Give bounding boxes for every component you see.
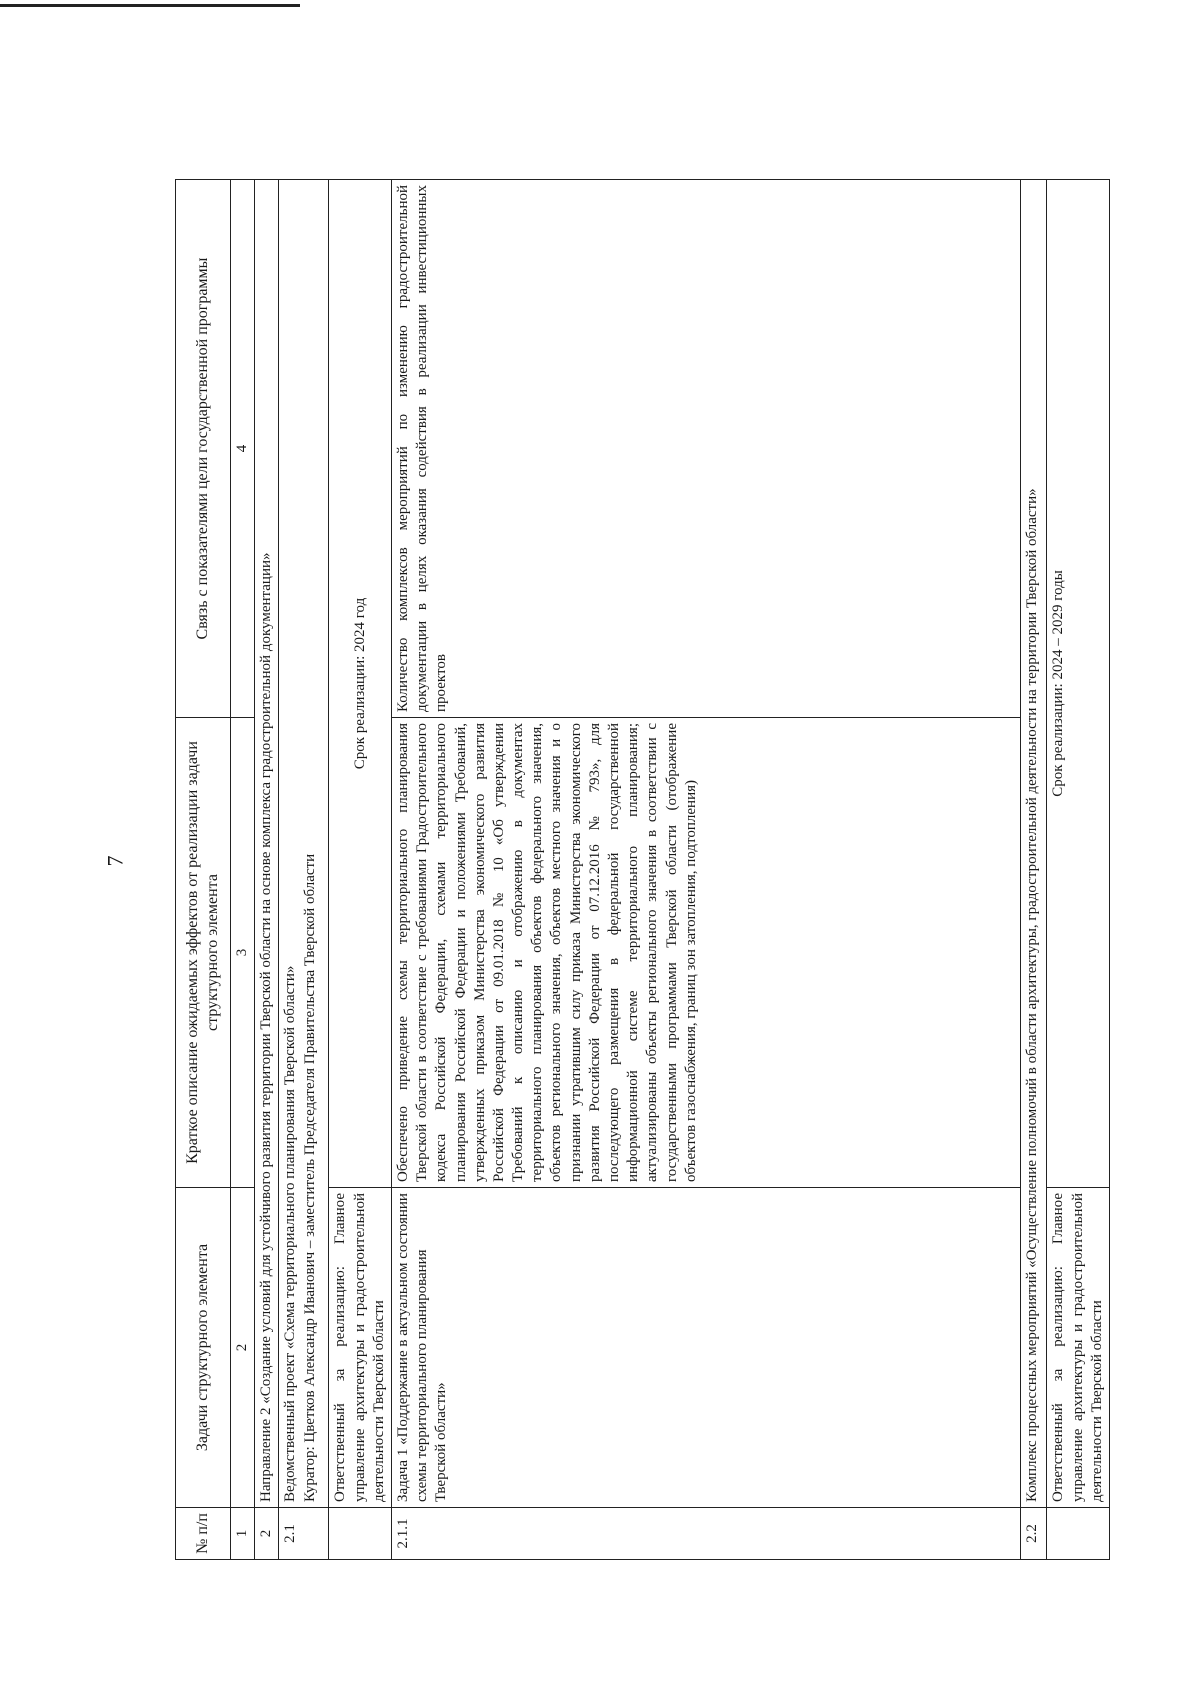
term-text-2: Срок реализации: 2024 – 2029 годы xyxy=(1047,180,1110,1188)
complex-number: 2.2 xyxy=(1021,1508,1047,1560)
project-curator: Куратор: Цветков Александр Иванович – заместитель Председателя Правительства Тверской области xyxy=(301,853,318,1502)
project-number: 2.1 xyxy=(279,1508,329,1560)
project-cell xyxy=(279,180,329,1508)
empty-cell xyxy=(1047,1508,1110,1560)
top-edge-line xyxy=(0,4,300,7)
empty-cell xyxy=(329,1508,392,1560)
program-table xyxy=(175,179,1110,1560)
index-row xyxy=(231,180,255,1560)
index-cell: 4 xyxy=(231,180,255,718)
header-number: № п/п xyxy=(176,1508,231,1560)
direction-text: Направление 2 «Создание условий для устойчивого развития территории Тверской области на основе комплекса градостроительной документации» xyxy=(255,180,279,1508)
task-row xyxy=(391,180,1021,1560)
task-indicator: Количество комплексов мероприятий по изменению градостроительной документации в целях оказания содействия в реализации инвестиционных проектов xyxy=(391,180,1021,718)
header-effects: Краткое описание ожидаемых эффектов от реализации задачи структурного элемента xyxy=(176,718,231,1188)
index-cell: 3 xyxy=(231,718,255,1188)
page-number: 7 xyxy=(102,855,128,867)
task-effects: Обеспечено приведение схемы территориального планирования Тверской области в соответствие с требованиями Градостроительного кодекса Российской Федерации, схемами территориального планирования Российской Федерации и положениями Требований, утвержденных приказом Министерства экономического развития Российской Федерации от 09.01.2018 № 10 «Об утверждении Требований к описанию и отображению в документах территориального планирования объектов федерального значения, объектов регионального значения, объектов местного значения и о признании утратившим силу приказа Министерства экономического развития Российской Федерации от 07.12.2016 № 793», для последующего размещения в федеральной государственной информационной системе территориального планирования; актуализированы объекты регионального значения в соответствии с государственными программами Тверской области (отображение объектов газоснабжения, границ зон затопления, подтопления) xyxy=(391,718,1021,1188)
rotated-page xyxy=(175,180,1110,1560)
responsible-text-2: Ответственный за реализацию: Главное управление архитектуры и градостроительной деятельности Тверской области xyxy=(1047,1188,1110,1508)
responsible-row-1 xyxy=(329,180,392,1560)
responsible-text-1: Ответственный за реализацию: Главное управление архитектуры и градостроительной деятельности Тверской области xyxy=(329,1188,392,1508)
header-tasks: Задачи структурного элемента xyxy=(176,1188,231,1508)
complex-row xyxy=(1021,180,1047,1560)
task-number: 2.1.1 xyxy=(391,1508,1021,1560)
responsible-row-2 xyxy=(1047,180,1110,1560)
header-indicators: Связь с показателями цели государственной программы xyxy=(176,180,231,718)
project-row xyxy=(279,180,329,1560)
task-title: Задача 1 «Поддержание в актуальном состоянии схемы территориального планирования Тверской области» xyxy=(391,1188,1021,1508)
term-text-1: Срок реализации: 2024 год xyxy=(329,180,392,1188)
header-row xyxy=(176,180,231,1560)
direction-row xyxy=(255,180,279,1560)
project-title: Ведомственный проект «Схема территориального планирования Тверской области» xyxy=(282,965,299,1502)
index-cell: 2 xyxy=(231,1188,255,1508)
direction-number: 2 xyxy=(255,1508,279,1560)
index-cell: 1 xyxy=(231,1508,255,1560)
complex-text: Комплекс процессных мероприятий «Осуществление полномочий в области архитектуры, градостроительной деятельности на территории Тверской области» xyxy=(1021,180,1047,1508)
